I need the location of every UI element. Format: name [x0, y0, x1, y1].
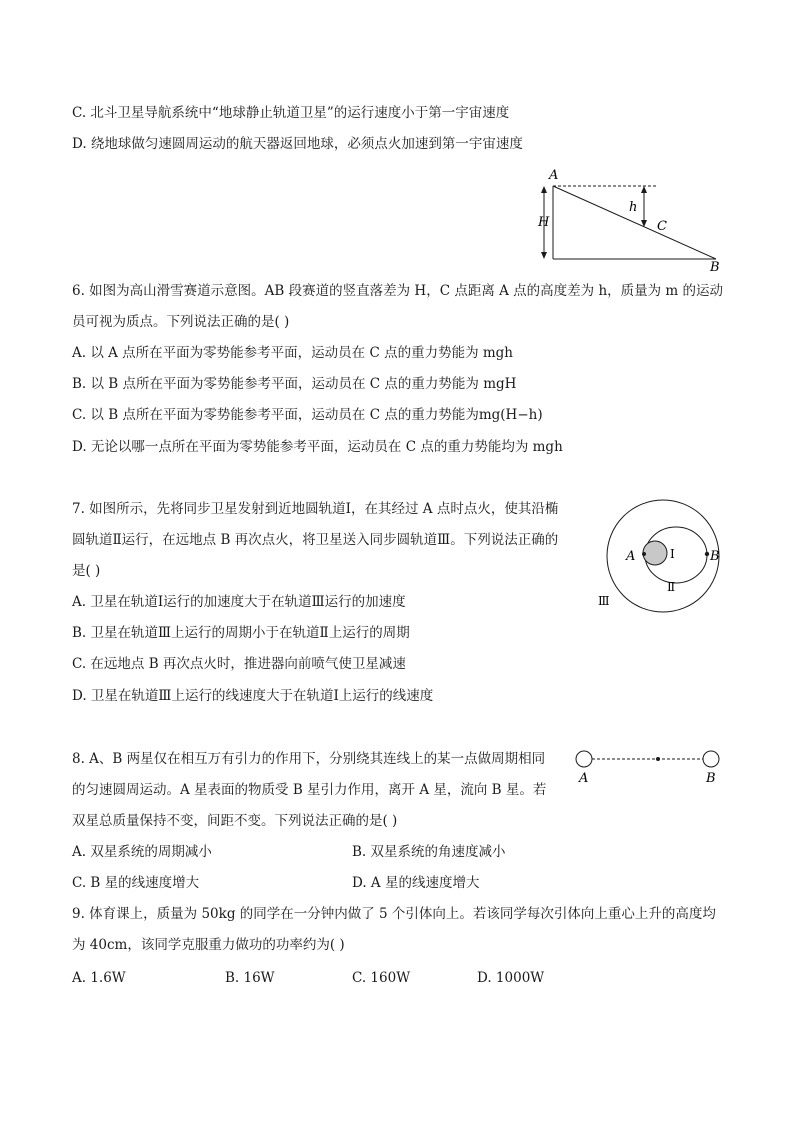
- q6-stem-line-2: 员可视为质点。下列说法正确的是( ): [72, 314, 290, 330]
- q9-option-d: D. 1000W: [477, 970, 545, 986]
- earth-orbit-I: [643, 541, 667, 565]
- q6-option-d: D. 无论以哪一点所在平面为零势能参考平面，运动员在 C 点的重力势能均为 mgh: [72, 439, 563, 455]
- q9-stem-line-1: 9. 体育课上，质量为 50kg 的同学在一分钟内做了 5 个引体向上。若该同学每次引体向上重心上升的高度均: [72, 906, 716, 922]
- q9-stem-line-2: 为 40cm，该同学克服重力做功的功率约为( ): [72, 937, 345, 953]
- label-H: H: [538, 215, 550, 230]
- q9-option-c: C. 160W: [352, 970, 411, 986]
- label-B: B: [706, 771, 716, 786]
- q6-option-c: C. 以 B 点所在平面为零势能参考平面，运动员在 C 点的重力势能为mg(H−h): [72, 407, 543, 423]
- q8-option-d: D. A 星的线速度增大: [352, 875, 480, 891]
- q7-option-c: C. 在远地点 B 再次点火时，推进器向前喷气使卫星减速: [72, 656, 406, 672]
- q5-option-c: C. 北斗卫星导航系统中“地球静止轨道卫星”的运行速度小于第一宇宙速度: [72, 105, 510, 121]
- label-C: C: [657, 219, 667, 234]
- label-h: h: [629, 200, 638, 215]
- q7-stem-line-3: 是( ): [72, 563, 101, 579]
- q7-orbit-figure: [590, 498, 730, 620]
- q7-stem-line-2: 圆轨道Ⅱ运行，在远地点 B 再次点火，将卫星送入同步圆轨道Ⅲ。下列说法正确的: [72, 532, 559, 548]
- q7-stem-line-1: 7. 如图所示，先将同步卫星发射到近地圆轨道Ⅰ，在其经过 A 点时点火，使其沿椭: [72, 501, 559, 517]
- center-of-mass-dot: [656, 757, 660, 761]
- q6-ski-slope-figure: [528, 164, 728, 276]
- q5-option-d: D. 绕地球做匀速圆周运动的航天器返回地球，必须点火加速到第一宇宙速度: [72, 136, 523, 152]
- q6-option-b: B. 以 B 点所在平面为零势能参考平面，运动员在 C 点的重力势能为 mgH: [72, 376, 517, 392]
- q8-stem-line-1: 8. A、B 两星仅在相互万有引力的作用下，分别绕其连线上的某一点做周期相同: [72, 751, 546, 767]
- q8-option-b: B. 双星系统的角速度减小: [352, 844, 506, 860]
- q8-stem-line-2: 的匀速圆周运动。A 星表面的物质受 B 星引力作用，离开 A 星，流向 B 星。若: [72, 782, 547, 798]
- q8-stem-line-3: 双星总质量保持不变，间距不变。下列说法正确的是( ): [72, 813, 398, 829]
- q6-stem-line-1: 6. 如图为高山滑雪赛道示意图。AB 段赛道的竖直落差为 H，C 点距离 A 点的高度差为 h，质量为 m 的运动: [72, 283, 724, 299]
- label-A: A: [579, 771, 589, 786]
- label-A: A: [549, 168, 559, 183]
- label-B: B: [710, 260, 720, 275]
- q7-option-b: B. 卫星在轨道Ⅲ上运行的周期小于在轨道Ⅱ上运行的周期: [72, 625, 410, 641]
- label-A: A: [626, 549, 636, 564]
- point-A-dot: [642, 552, 646, 556]
- q6-option-a: A. 以 A 点所在平面为零势能参考平面，运动员在 C 点的重力势能为 mgh: [72, 345, 514, 361]
- q7-option-d: D. 卫星在轨道Ⅲ上运行的线速度大于在轨道Ⅰ上运行的线速度: [72, 688, 434, 704]
- label-III: Ⅲ: [598, 594, 610, 608]
- q8-binary-star-figure: [570, 748, 730, 788]
- label-II: Ⅱ: [667, 580, 676, 594]
- star-B: [703, 751, 719, 767]
- point-B-dot: [705, 552, 709, 556]
- q9-option-b: B. 16W: [225, 970, 275, 986]
- q7-option-a: A. 卫星在轨道Ⅰ运行的加速度大于在轨道Ⅲ运行的加速度: [72, 594, 406, 610]
- q9-option-a: A. 1.6W: [72, 970, 126, 986]
- q8-option-a: A. 双星系统的周期减小: [72, 844, 212, 860]
- slope-hypotenuse: [553, 186, 716, 259]
- label-B: B: [710, 549, 720, 564]
- label-I: Ⅰ: [670, 547, 675, 561]
- star-A: [576, 751, 592, 767]
- q8-option-c: C. B 星的线速度增大: [72, 875, 200, 891]
